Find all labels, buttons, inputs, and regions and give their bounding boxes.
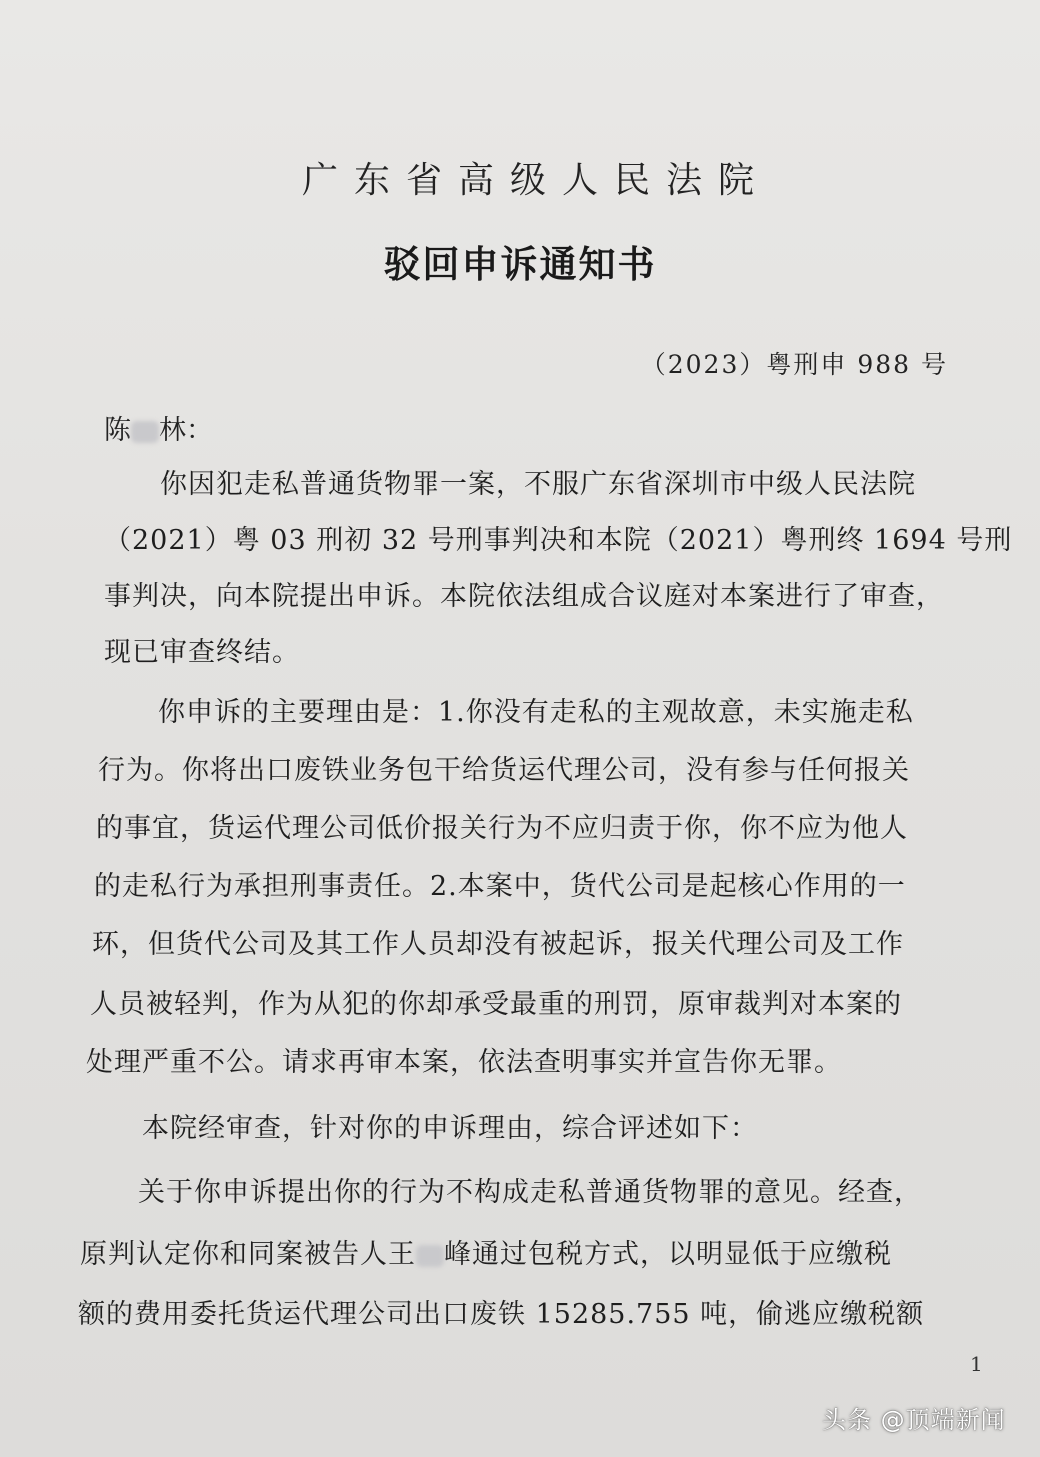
body-line: 的事宜，货运代理公司低价报关行为不应归责于你，你不应为他人 [96, 813, 908, 844]
redaction-blur [416, 1245, 444, 1267]
body-line: 的走私行为承担刑事责任。2.本案中，货代公司是起核心作用的一 [94, 871, 906, 902]
addressee-name-start: 陈 [104, 415, 131, 446]
body-line: （2021）粤 03 刑初 32 号刑事判决和本院（2021）粤刑终 1694 号刑 [104, 525, 1013, 556]
body-line: 行为。你将出口废铁业务包干给货运代理公司，没有参与任何报关 [98, 755, 910, 786]
body-line: 你申诉的主要理由是：1.你没有走私的主观故意，未实施走私 [158, 697, 914, 728]
body-text: 原判认定你和同案被告人王 [80, 1239, 416, 1270]
watermark: 头条 @顶端新闻 [822, 1406, 1006, 1434]
body-line: 处理严重不公。请求再审本案，依法查明事实并宣告你无罪。 [86, 1047, 842, 1078]
addressee [104, 408, 213, 447]
addressee-name-end: 林： [159, 415, 213, 446]
body-line: 本院经审查，针对你的申诉理由，综合评述如下： [142, 1113, 758, 1144]
court-name: 广东省高级人民法院 [301, 160, 770, 201]
body-line: 关于你申诉提出你的行为不构成走私普通货物罪的意见。经查， [138, 1177, 922, 1208]
body-line: 人员被轻判，作为从犯的你却承受最重的刑罚，原审裁判对本案的 [90, 989, 902, 1020]
body-line: 额的费用委托货运代理公司出口废铁 15285.755 吨，偷逃应缴税额 [78, 1299, 925, 1330]
body-line: 现已审查终结。 [104, 637, 300, 668]
page-number: 1 [970, 1352, 983, 1376]
document-title: 驳回申诉通知书 [383, 242, 657, 286]
redaction-blur [131, 421, 159, 443]
body-line: 环，但货代公司及其工作人员却没有被起诉，报关代理公司及工作 [92, 929, 904, 960]
document-number: （2023）粤刑申 988 号 [640, 350, 948, 379]
body-line: 事判决，向本院提出申诉。本院依法组成合议庭对本案进行了审查， [104, 581, 944, 612]
body-line [80, 1232, 892, 1271]
body-text: 峰通过包税方式，以明显低于应缴税 [444, 1239, 892, 1270]
body-line: 你因犯走私普通货物罪一案，不服广东省深圳市中级人民法院 [160, 469, 916, 500]
